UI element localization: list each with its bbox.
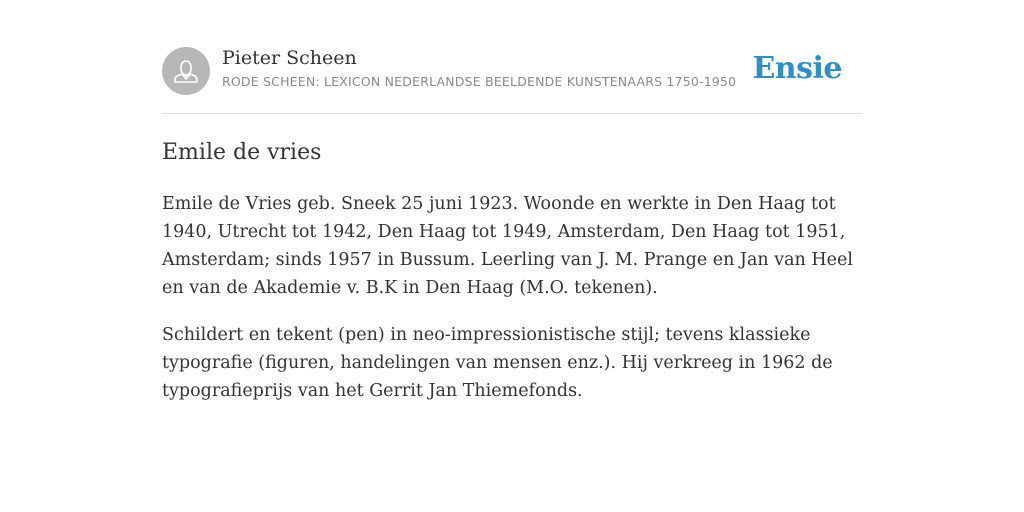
article-title: Emile de vries xyxy=(162,140,322,165)
author-avatar[interactable] xyxy=(162,47,210,95)
article-body xyxy=(162,190,862,424)
source-title[interactable]: RODE SCHEEN: LEXICON NEDERLANDSE BEELDENDE KUNSTENAARS 1750-1950 xyxy=(222,74,737,89)
article-header xyxy=(162,46,862,114)
user-silhouette-icon xyxy=(162,47,210,95)
brand-logo[interactable]: Ensie xyxy=(752,51,842,86)
paragraph-1: Emile de Vries geb. Sneek 25 juni 1923. Woonde en werkte in Den Haag tot 1940, Utrecht tot 1942, Den Haag tot 1949, Amsterdam, Den Haag tot 1951, Amsterdam; sinds 1957 in Bussum. Leerling van J. M. Prange en Jan van Heel en van de Akademie v. B.K in Den Haag (M.O. tekenen). xyxy=(162,194,853,298)
author-name[interactable]: Pieter Scheen xyxy=(222,47,357,69)
paragraph-2: Schildert en tekent (pen) in neo-impressionistische stijl; tevens klassieke typografie (figuren, handelingen van mensen enz.). Hij verkreeg in 1962 de typografieprijs van het Gerrit Jan Thiemefonds. xyxy=(162,325,833,401)
